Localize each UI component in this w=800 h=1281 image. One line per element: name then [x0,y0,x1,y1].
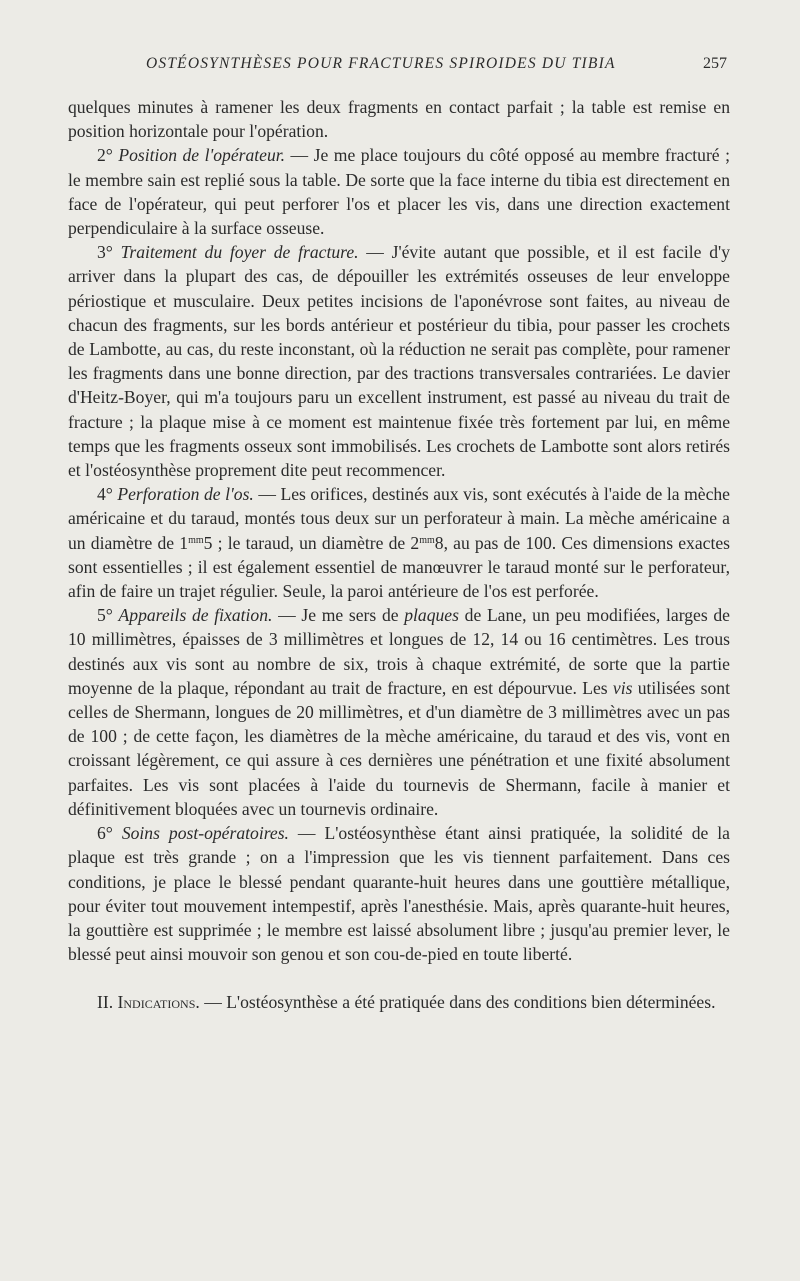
paragraph-fixation-devices: 5° Appareils de fixation. — Je me sers de plaques de Lane, un peu modifiées, larges de 10 millimètres, épaisses de 3 millimètres et longues de 12, 14 ou 16 centimètres. Les trous destinés aux vis sont au nombre de six, trois à chaque extrémité, de sorte que la partie moyenne de la plaque, répondant au trait de fracture, en est dépourvue. Les vis utilisées sont celles de Shermann, longues de 20 millimètres, et d'un diamètre de 3 millimètres avec un pas de 100 ; de cette façon, les diamètres de la mèche américaine, du taraud et des vis, vont en croissant légèrement, ce qui assure à ces dernières une pénétration et une fixité absolument parfaites. Les vis sont placées à l'aide du tournevis de Shermann, facile à manier et définitivement bloquées avec un tournevis ordinaire. [68,605,730,819]
paragraph-number: 6° [97,823,113,844]
italic-term: vis [612,677,633,698]
running-title: OSTÉOSYNTHÈSES POUR FRACTURES SPIROIDES DU TIBIA [146,55,616,72]
paragraph-heading: Traitement du foyer de fracture. [120,242,359,263]
paragraph-fracture-treatment: 3° Traitement du foyer de fracture. — J'évite autant que possible, et il est facile d'y arriver dans la plupart des cas, de dépouiller les extrémités osseuses de leur enveloppe périostique et musculaire. Deux petites incisions de l'aponévrose sont faites, au niveau de chacun des fragments, sur les bords antérieur et postérieur du tibia, pour passer les crochets de Lambotte, au cas, du reste inconstant, où la réduction ne serait pas complète, pour ramener les fragments dans une bonne direction, par des tractions transversales contrariées. Le davier d'Heitz-Boyer, qui m'a toujours paru un excellent instrument, est passé au niveau du trait de fracture ; la plaque mise à ce moment est maintenue fixée très fortement par lui, en même temps que les fragments osseux sont immobilisés. Les crochets de Lambotte sont alors retirés et l'ostéosynthèse proprement dite peut recommencer. [68,242,730,481]
paragraph-heading: Soins post-opératoires. [121,823,289,844]
section-indications: II. Indications. — L'ostéosynthèse a été pratiquée dans des conditions bien déterminées. [97,992,716,1013]
body-text [68,95,730,1015]
paragraph-heading: Position de l'opérateur. [118,145,286,166]
section-number: II. [97,992,114,1013]
paragraph-heading: Appareils de fixation. [118,605,273,626]
paragraph-number: 2° [97,145,113,166]
paragraph-number: 3° [97,242,113,263]
page-number: 257 [703,55,727,72]
italic-term: plaques [404,605,459,626]
paragraph-continuation: quelques minutes à ramener les deux fragments en contact parfait ; la table est remise en position horizontale pour l'opération. [68,97,730,142]
page-header [0,55,800,81]
paragraph-number: 4° [97,484,113,505]
paragraph-post-operative-care: 6° Soins post-opératoires. — L'ostéosynthèse étant ainsi pratiquée, la solidité de la plaque est très grande ; on a l'impression que les vis tiennent parfaitement. Dans ces conditions, je place le blessé pendant quarante-huit heures dans une gouttière métallique, pour éviter tout mouvement intempestif, après l'anesthésie. Mais, après quarante-huit heures, la gouttière est supprimée ; le membre est laissé absolument libre ; jusqu'au premier lever, le blessé peut ainsi mouvoir son genou et son cou-de-pied en toute liberté. [68,823,730,965]
section-heading: Indications. [117,992,200,1013]
paragraph-number: 5° [97,605,113,626]
paragraph-bone-perforation: 4° Perforation de l'os. — Les orifices, destinés aux vis, sont exécutés à l'aide de la mèche américaine et du taraud, montés tous deux sur un perforateur à main. La mèche américaine a un diamètre de $1^{mm}5$ ; le taraud, un diamètre de $2^{mm}8$, au pas de 100. Ces dimensions exactes sont essentielles ; il est également essentiel de manœuvrer le taraud monté sur le perforateur, afin de faire un trajet régulier. Seule, la paroi antérieure de l'os est perforée. [68,484,730,602]
unit-superscript: mm [419,534,435,546]
paragraph-heading: Perforation de l'os. [117,484,254,505]
unit-superscript: mm [188,534,204,546]
paragraph-operator-position: 2° Position de l'opérateur. — Je me place toujours du côté opposé au membre fracturé ; le membre sain est replié sous la table. De sorte que la face interne du tibia est directement en face de l'opérateur, qui peut perforer l'os et placer les vis, dans une direction exactement perpendiculaire à la surface osseuse. [68,145,730,239]
